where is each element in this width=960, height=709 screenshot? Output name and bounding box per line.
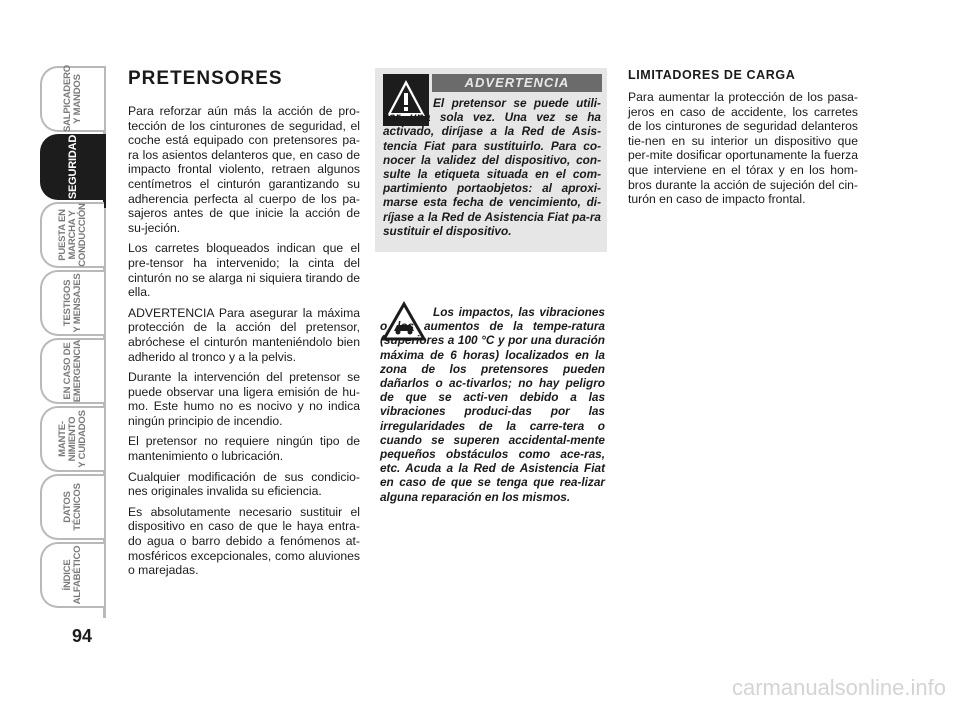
warning-header: ADVERTENCIA <box>432 74 602 92</box>
warning-box <box>375 68 607 252</box>
paragraph: Durante la intervención del pretensor se puede observar una ligera emisión de hu-mo. Este humo no es nocivo y no indica ningún principio de incendio. <box>128 370 360 428</box>
section-title: PRETENSORES <box>128 68 283 89</box>
tab-datos-tecnicos[interactable] <box>40 474 104 540</box>
tab-label: ÍNDICE ALFABÉTICO <box>62 545 83 605</box>
tab-label: MANTE- NIMIENTO Y CUIDADOS <box>57 410 88 468</box>
tab-label: SEGURIDAD <box>67 134 79 200</box>
paragraph: ADVERTENCIA Para asegurar la máxima protección de la acción del pretensor, abróchese el cinturón manteniéndolo bien adherido al tronco y a la pelvis. <box>128 305 360 364</box>
paragraph: Para reforzar aún más la acción de pro-tección de los cinturones de seguridad, el coche está equipado con pretensores pa-ra los asientos delanteros que, en caso de impacto frontal violento, retraen algunos centímetros el cinturón garantizando su adherencia perfecta al cuerpo de los pa-sajeros antes de que inicie la acción de su-jeción. <box>128 104 360 235</box>
tab-mantenimiento[interactable] <box>40 406 104 472</box>
limitadores-section <box>628 68 858 213</box>
tab-indice[interactable] <box>40 542 104 608</box>
paragraph: Los carretes bloqueados indican que el pre-tensor ha intervenido; la cinta del cinturón no se alarga ni siquiera tirando de ella. <box>128 241 360 300</box>
caution-text: Los impactos, las vibraciones o los aumentos de la tempe-ratura (superiores a 100 °C y por una duración máxima de 6 horas) localizados en la zona de los pretensores pueden dañarlos o ac-tivarlos; no hay peligro de que se acti-ven debido a las vibraciones produci-das por las irregularidades de la carre-tera o cuando se superen accidental-mente pequeños obstáculos como ace-ras, etc. Acuda a la Red de Asistencia Fiat en caso de que se tenga que rea-lizar alguna reparación en los mismos. <box>380 305 605 504</box>
page-number: 94 <box>72 626 93 646</box>
section-title: LIMITADORES DE CARGA <box>628 68 796 82</box>
tab-label: TESTIGOS Y MENSAJES <box>62 273 83 333</box>
pretensores-section <box>128 68 360 584</box>
paragraph: Para aumentar la protección de los pasa-jeros en caso de accidente, los carretes de los cinturones de seguridad delanteros tie-nen en su interior un dispositivo que per-mite dosificar oportunamente la fuerza que interviene en el tórax y en los hom-bros durante la acción de sujeción del cin-turón en caso de impacto frontal. <box>628 90 858 207</box>
watermark: carmanualsonline.info <box>731 675 946 700</box>
paragraph: El pretensor no requiere ningún tipo de mantenimiento o lubricación. <box>128 434 360 464</box>
tab-emergencia[interactable] <box>40 338 104 404</box>
tab-label: PUESTA EN MARCHA Y CONDUCCIÓN <box>57 203 88 267</box>
tab-salpicadero[interactable] <box>40 66 104 132</box>
tab-seguridad[interactable] <box>40 134 104 200</box>
paragraph: Es absolutamente necesario sustituir el dispositivo en caso de que le haya entra-do agua o barro debido a fenómenos at-mosféricos excepcionales, como aluviones o marejadas. <box>128 504 360 578</box>
tab-label: DATOS TÉCNICOS <box>62 483 83 531</box>
tab-label: EN CASO DE EMERGENCIA <box>62 339 83 403</box>
paragraph: Cualquier modificación de sus condicio-nes originales invalida su eficiencia. <box>128 469 360 499</box>
warning-text: El pretensor se puede utili-zar una sola vez. Una vez se ha activado, diríjase a la Red de Asis-tencia Fiat para sustituirlo. Para co-nocer la validez del dispositivo, con-sulte la etiqueta situada en el com-partimiento portaobjetos: al aproxi-marse esta fecha de vencimiento, di-ríjase a la Red de Asistencia Fiat pa-ra sustituir el dispositivo. <box>383 96 601 238</box>
tab-testigos[interactable] <box>40 270 104 336</box>
tab-label: SALPICADERO Y MANDOS <box>62 65 83 132</box>
caution-box <box>375 295 607 513</box>
tab-puesta-en-marcha[interactable] <box>40 202 104 268</box>
